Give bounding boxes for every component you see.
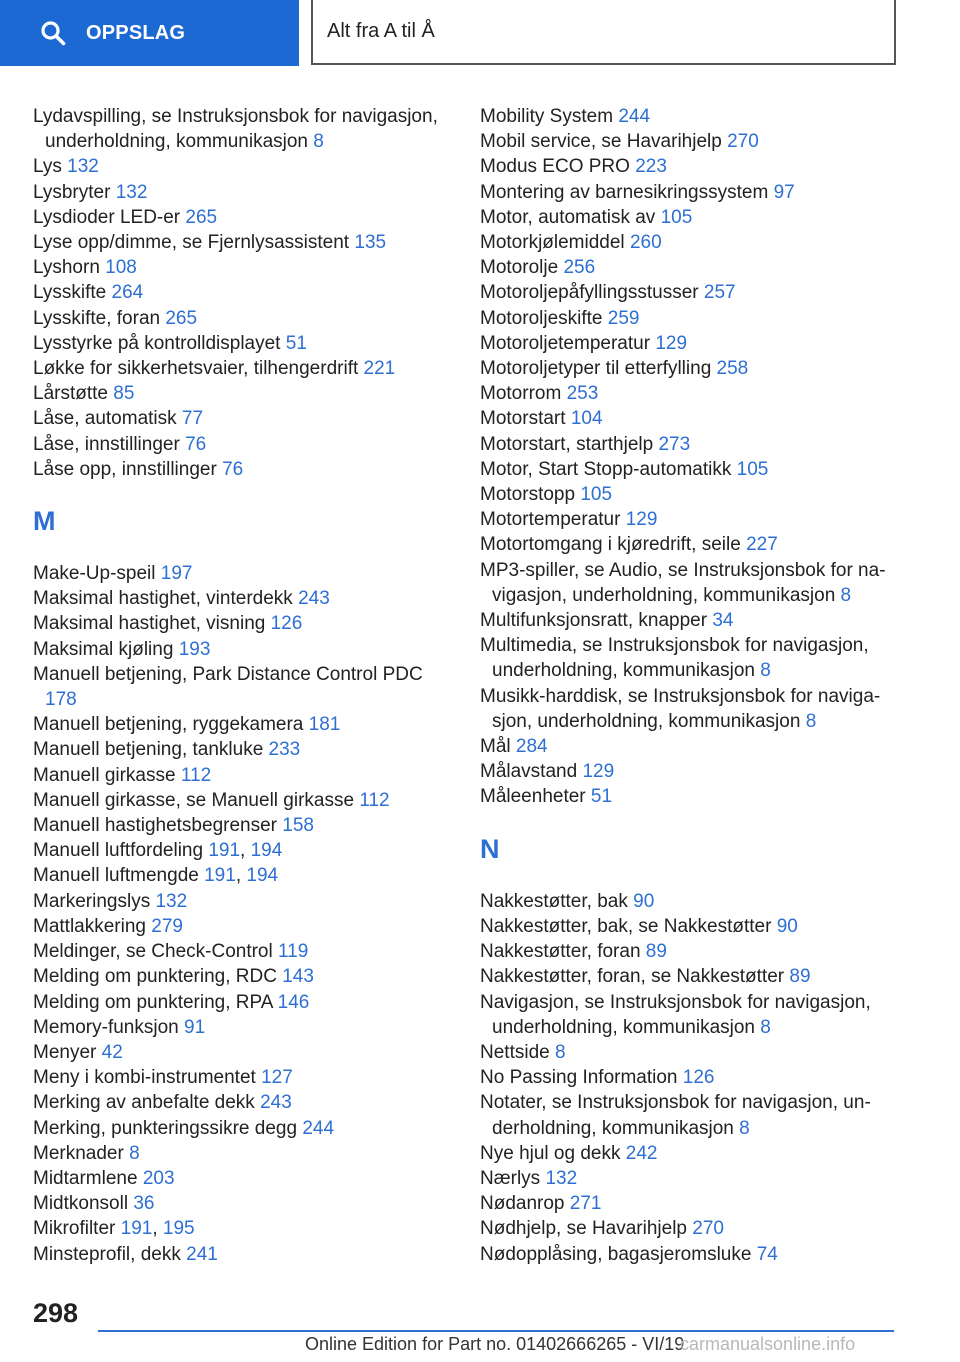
index-entry <box>33 180 453 205</box>
index-entry-text: Midtkonsoll <box>33 1193 129 1215</box>
index-entry-text: Mål <box>480 736 511 758</box>
index-entry-text: Lysbryter <box>33 181 111 203</box>
index-entry-text: Lydavspilling, se Instruksjonsbok for navigasjon, underholdning, kommunikasjon <box>33 106 438 153</box>
page-link[interactable]: 8 <box>760 1016 771 1038</box>
index-entry <box>33 763 453 788</box>
page-link[interactable]: 8 <box>760 660 771 682</box>
index-entry-text: Minsteprofil, dekk <box>33 1243 181 1265</box>
index-entry <box>33 712 453 737</box>
index-entry-text: Midtarmlene <box>33 1167 138 1189</box>
index-entry <box>33 1015 453 1040</box>
page-link[interactable]: 8 <box>129 1142 140 1164</box>
index-entry-text: Motortemperatur <box>480 509 621 531</box>
page-link[interactable]: 264 <box>111 282 144 304</box>
edition-text: Online Edition for Part no. 01402666265 - VI/19 <box>305 1334 685 1354</box>
index-entry-text: Nødopplåsing, bagasjeromsluke <box>480 1243 752 1265</box>
page-link[interactable]: 85 <box>113 383 135 405</box>
index-entry-text: Multifunksjonsratt, knapper <box>480 610 708 632</box>
page-link[interactable]: 191 <box>208 840 241 862</box>
index-entry <box>33 280 453 305</box>
index-entry-text: Merknader <box>33 1142 124 1164</box>
index-entry-text: Nærlys <box>480 1167 541 1189</box>
index-entry <box>480 1216 900 1241</box>
page-link[interactable]: 242 <box>625 1142 658 1164</box>
index-entry <box>33 914 453 939</box>
page-link[interactable]: 178 <box>45 689 77 711</box>
page-link[interactable]: 129 <box>582 761 615 783</box>
index-entry <box>480 532 900 557</box>
page-link[interactable]: 244 <box>618 106 651 127</box>
index-entry-text: Nakkestøtter, bak, se Nakkestøtter <box>480 915 772 937</box>
index-entry <box>480 964 900 989</box>
index-entry-text: Montering av barnesikringssystem <box>480 181 769 203</box>
index-entry-text: No Passing Information <box>480 1067 678 1089</box>
index-entry <box>33 964 453 989</box>
page-link[interactable]: 76 <box>222 458 244 480</box>
page-link[interactable]: 221 <box>363 358 396 380</box>
search-tab-label: OPPSLAG <box>86 21 186 44</box>
index-entry-text: Merking, punkteringssikre degg <box>33 1117 298 1139</box>
index-entry <box>480 1191 900 1216</box>
index-entry-text: MP3-spiller, se Audio, se Instruksjonsbok for navigasjon, underholdning, kommunikasjon <box>480 559 886 606</box>
index-entry-text: Manuell girkasse, se Manuell girkasse <box>33 789 355 811</box>
index-entry <box>480 889 900 914</box>
index-entry-text: Lysskifte, foran <box>33 307 161 329</box>
index-entry <box>480 734 900 759</box>
index-entry: Mikrofilter 191, 195 <box>33 1218 195 1240</box>
index-entry <box>480 1141 900 1166</box>
index-entry-text: Nødanrop <box>480 1193 565 1215</box>
page-link[interactable]: 223 <box>635 156 667 178</box>
index-entry-text: Meny i kombi-instrumentet <box>33 1067 256 1089</box>
index-entry-text: Melding om punktering, RPA <box>33 991 273 1013</box>
index-entry-text: Make-Up-speil <box>33 563 156 585</box>
index-entry <box>33 1040 453 1065</box>
index-entry <box>33 255 453 280</box>
page-link[interactable]: 105 <box>736 458 769 480</box>
index-entry-text: Lys <box>33 156 62 178</box>
index-entry <box>480 129 900 154</box>
page-link[interactable]: 241 <box>186 1243 218 1265</box>
index-entry <box>33 662 453 712</box>
index-entry <box>480 1090 900 1140</box>
index-entry-text: Motorstopp <box>480 484 576 506</box>
index-entry-text: Nakkestøtter, foran <box>480 941 641 963</box>
page-link[interactable]: 193 <box>178 638 211 660</box>
page-link[interactable]: 77 <box>181 408 204 430</box>
index-entry-text: Manuell girkasse <box>33 764 176 786</box>
index-entry-text: Melding om punktering, RDC <box>33 966 277 988</box>
index-entry <box>480 154 900 179</box>
index-entry <box>33 889 453 914</box>
page-link[interactable]: 203 <box>142 1167 175 1189</box>
index-entry <box>480 230 900 255</box>
index-entry <box>33 1090 453 1115</box>
page-link[interactable]: 8 <box>554 1041 566 1063</box>
index-entry <box>33 104 453 154</box>
index-entry <box>480 356 900 381</box>
index-entry <box>480 406 900 431</box>
page-link[interactable]: 104 <box>570 408 603 430</box>
index-entry-text: Låse, automatisk <box>33 408 177 430</box>
index-entry: Manuell luftmengde 191, 194 <box>33 865 279 887</box>
page-link[interactable]: 129 <box>625 509 658 531</box>
page-link[interactable]: 257 <box>703 282 736 304</box>
index-entry-text: Motorstart, starthjelp <box>480 433 654 455</box>
index-entry <box>480 381 900 406</box>
index-entry <box>33 154 453 179</box>
index-entry <box>33 788 453 813</box>
index-entry-text: Maksimal kjøling <box>33 638 174 660</box>
index-entry <box>480 1065 900 1090</box>
page-link[interactable]: 195 <box>162 1218 195 1240</box>
index-entry-text: Lysdioder LED-er <box>33 206 181 228</box>
index-entry <box>33 457 453 482</box>
index-entry <box>480 205 900 230</box>
page-link[interactable]: 260 <box>629 232 662 254</box>
index-entry <box>480 180 900 205</box>
index-entry <box>33 205 453 230</box>
index-entry <box>480 684 900 734</box>
index-entry <box>33 586 453 611</box>
index-entry <box>480 1242 900 1267</box>
index-entry <box>480 507 900 532</box>
index-entry <box>480 990 900 1040</box>
index-entry <box>480 1166 900 1191</box>
index-entry <box>33 1191 453 1216</box>
page-link[interactable]: 244 <box>302 1117 335 1139</box>
page-link[interactable]: 91 <box>184 1016 206 1038</box>
index-entry <box>33 356 453 381</box>
index-entry <box>33 1141 453 1166</box>
page-link[interactable]: 8 <box>739 1117 750 1139</box>
page-link[interactable]: 119 <box>278 941 309 963</box>
index-entry-text: Lysskifte <box>33 282 107 304</box>
index-entry-text: Manuell luftfordeling <box>33 840 204 862</box>
index-entry-text: Maksimal hastighet, visning <box>33 613 266 635</box>
index-entry-text: Nakkestøtter, bak <box>480 890 628 912</box>
page-link[interactable]: 112 <box>359 789 390 811</box>
page-link[interactable]: 258 <box>716 358 749 380</box>
index-entry-text: Menyer <box>33 1041 97 1063</box>
index-entry <box>33 561 453 586</box>
page-link[interactable]: 74 <box>756 1243 778 1265</box>
header <box>0 0 960 66</box>
page-link[interactable]: 271 <box>569 1193 602 1215</box>
page-link[interactable]: 197 <box>160 563 193 585</box>
page-link[interactable]: 253 <box>566 383 599 405</box>
index-entry <box>480 457 900 482</box>
page-link[interactable]: 34 <box>712 610 734 632</box>
page-link[interactable]: 143 <box>282 966 314 988</box>
index-entry: Manuell luftfordeling 191, 194 <box>33 840 283 862</box>
page-link[interactable]: 256 <box>563 257 596 279</box>
page-link[interactable]: 8 <box>805 710 817 732</box>
search-icon <box>40 20 66 46</box>
index-entry-text: Manuell hastighetsbegrenser <box>33 815 277 837</box>
index-entry-text: Notater, se Instruksjonsbok for navigasjon, underholdning, kommunikasjon <box>480 1092 871 1139</box>
index-entry <box>480 432 900 457</box>
page-link[interactable]: 90 <box>776 915 798 937</box>
index-entry <box>480 608 900 633</box>
index-entry-text: Målavstand <box>480 761 578 783</box>
index-column-left <box>33 104 453 1267</box>
index-entry-text: Lårstøtte <box>33 383 108 405</box>
page-link[interactable]: 259 <box>607 307 640 329</box>
index-entry <box>33 1166 453 1191</box>
page-number: 298 <box>33 1298 79 1328</box>
page-link[interactable]: 51 <box>285 332 307 354</box>
index-entry <box>33 1242 453 1267</box>
index-entry <box>33 611 453 636</box>
page-link[interactable]: 270 <box>727 131 759 153</box>
page-link[interactable]: 181 <box>308 714 341 736</box>
index-entry-text: Maksimal hastighet, vinterdekk <box>33 588 293 610</box>
page-link[interactable]: 135 <box>354 232 387 254</box>
index-entry <box>480 482 900 507</box>
page-link[interactable]: 243 <box>260 1092 292 1114</box>
page-link[interactable]: 132 <box>155 890 188 912</box>
index-entry-text: Manuell betjening, ryggekamera <box>33 714 304 736</box>
page-link[interactable]: 265 <box>185 206 218 228</box>
index-entry-text: Løkke for sikkerhetsvaier, tilhengerdrift <box>33 358 359 380</box>
index-entry-text: Låse, innstillinger <box>33 433 180 455</box>
page-link[interactable]: 76 <box>185 433 207 455</box>
index-entry-text: Mobil service, se Havarihjelp <box>480 131 722 153</box>
index-entry-text: Memory-funksjon <box>33 1016 179 1038</box>
index-entry <box>33 432 453 457</box>
index-entry-text: Motorstart <box>480 408 566 430</box>
page-link[interactable]: 158 <box>282 815 314 837</box>
page-link[interactable]: 270 <box>692 1218 724 1240</box>
index-entry <box>480 633 900 683</box>
index-entry <box>480 558 900 608</box>
index-entry-text: Musikk-harddisk, se Instruksjonsbok for navigasjon, underholdning, kommunikasjon <box>480 685 881 732</box>
index-entry <box>480 280 900 305</box>
page-link[interactable]: 97 <box>773 181 795 203</box>
index-entry-text: Manuell luftmengde <box>33 865 199 887</box>
index-entry-text: Motorrom <box>480 383 562 405</box>
index-entry <box>33 331 453 356</box>
page-link[interactable]: 105 <box>580 484 613 506</box>
page-link[interactable]: 132 <box>545 1167 578 1189</box>
index-entry-text: Låse opp, innstillinger <box>33 458 217 480</box>
page-link[interactable]: 127 <box>261 1067 293 1089</box>
page-link[interactable]: 51 <box>590 786 613 808</box>
index-entry-text: Motoroljepåfyllingsstusser <box>480 282 699 304</box>
index-entry-text: Meldinger, se Check-Control <box>33 941 273 963</box>
index-entry-text: Navigasjon, se Instruksjonsbok for navigasjon, underholdning, kommunikasjon <box>480 991 871 1038</box>
index-entry-text: Motorkjølemiddel <box>480 232 625 254</box>
page-link[interactable]: 90 <box>633 890 655 912</box>
index-entry <box>33 230 453 255</box>
index-entry <box>480 306 900 331</box>
index-entry-text: Motor, Start Stopp-automatikk <box>480 458 732 480</box>
index-entry-text: Måleenheter <box>480 786 586 808</box>
index-entry-text: Motortomgang i kjøredrift, seile <box>480 534 741 556</box>
index-entry <box>480 784 900 809</box>
index-entry <box>33 813 453 838</box>
page-link[interactable]: 132 <box>67 156 99 178</box>
footer-divider <box>98 1330 894 1332</box>
index-entry-text: Multimedia, se Instruksjonsbok for navigasjon, underholdning, kommunikasjon <box>480 635 869 682</box>
page-link[interactable]: 112 <box>180 764 212 786</box>
index-entry-text: Mobility System <box>480 106 614 127</box>
index-entry <box>480 914 900 939</box>
index-entry-text: Mikrofilter <box>33 1218 116 1240</box>
index-entry <box>33 939 453 964</box>
page-link[interactable]: 233 <box>268 739 301 761</box>
page-link[interactable]: 126 <box>270 613 303 635</box>
index-entry <box>480 1040 900 1065</box>
index-entry <box>33 1116 453 1141</box>
index-entry <box>33 306 453 331</box>
index-entry-text: Motoroljetemperatur <box>480 332 651 354</box>
page-link[interactable]: 89 <box>645 941 667 963</box>
index-entry <box>480 104 900 129</box>
page-link[interactable]: 8 <box>840 584 852 606</box>
index-entry <box>480 331 900 356</box>
page-link[interactable]: 265 <box>165 307 198 329</box>
index-entry <box>480 939 900 964</box>
index-entry-text: Motoroljeskifte <box>480 307 603 329</box>
index-entry-text: Nye hjul og dekk <box>480 1142 621 1164</box>
page-link[interactable]: 194 <box>250 840 283 862</box>
page-link[interactable]: 284 <box>515 736 548 758</box>
index-entry-text: Mattlakkering <box>33 915 146 937</box>
index-entry-text: Lyshorn <box>33 257 100 279</box>
page-link[interactable]: 191 <box>204 865 236 887</box>
index-entry-text: Manuell betjening, tankluke <box>33 739 264 761</box>
page-link[interactable]: 36 <box>133 1193 155 1215</box>
page-link[interactable]: 105 <box>660 206 693 228</box>
index-entry-text: Nettside <box>480 1041 550 1063</box>
index-entry-text: Motoroljetyper til etterfylling <box>480 358 712 380</box>
index-letter-heading: M <box>33 506 56 537</box>
page-link[interactable]: 146 <box>277 991 310 1013</box>
index-entry <box>480 759 900 784</box>
page-link[interactable]: 194 <box>246 865 279 887</box>
page-link[interactable]: 243 <box>298 588 330 610</box>
index-entry <box>33 1065 453 1090</box>
page-link[interactable]: 191 <box>120 1218 153 1240</box>
index-entry-text: Lysstyrke på kontrolldisplayet <box>33 332 281 354</box>
watermark: carmanualsonline.info <box>680 1334 856 1354</box>
index-entry-text: Manuell betjening, Park Distance Control PDC <box>33 663 423 685</box>
index-letter-heading: N <box>480 833 500 864</box>
page-link[interactable]: 89 <box>789 966 811 988</box>
index-entry-text: Motorolje <box>480 257 559 279</box>
index-entry-text: Markeringslys <box>33 890 151 912</box>
page-link[interactable]: 126 <box>682 1067 715 1089</box>
index-entry-text: Nødhjelp, se Havarihjelp <box>480 1218 687 1240</box>
index-entry-text: Merking av anbefalte dekk <box>33 1092 255 1114</box>
page-link[interactable]: 42 <box>101 1041 123 1063</box>
index-entry <box>33 737 453 762</box>
page-link[interactable]: 129 <box>655 332 688 354</box>
index-entry <box>33 381 453 406</box>
page-link[interactable]: 279 <box>151 915 183 937</box>
index-entry-text: Modus ECO PRO <box>480 156 630 178</box>
page-link[interactable]: 108 <box>105 257 137 279</box>
page-link[interactable]: 227 <box>746 534 778 556</box>
index-entry-text: Nakkestøtter, foran, se Nakkestøtter <box>480 966 785 988</box>
page-link[interactable]: 273 <box>658 433 691 455</box>
section-title: Alt fra A til Å <box>311 0 896 65</box>
page-link[interactable]: 132 <box>115 181 148 203</box>
index-entry <box>33 406 453 431</box>
index-entry-text: Motor, automatisk av <box>480 206 656 228</box>
search-tab-button[interactable] <box>0 0 299 66</box>
index-entry <box>33 990 453 1015</box>
index-entry <box>33 637 453 662</box>
index-entry-text: Lyse opp/dimme, se Fjernlysassistent <box>33 232 350 254</box>
index-column-right <box>480 104 900 1267</box>
index-entry <box>480 255 900 280</box>
page-link[interactable]: 8 <box>313 131 324 153</box>
